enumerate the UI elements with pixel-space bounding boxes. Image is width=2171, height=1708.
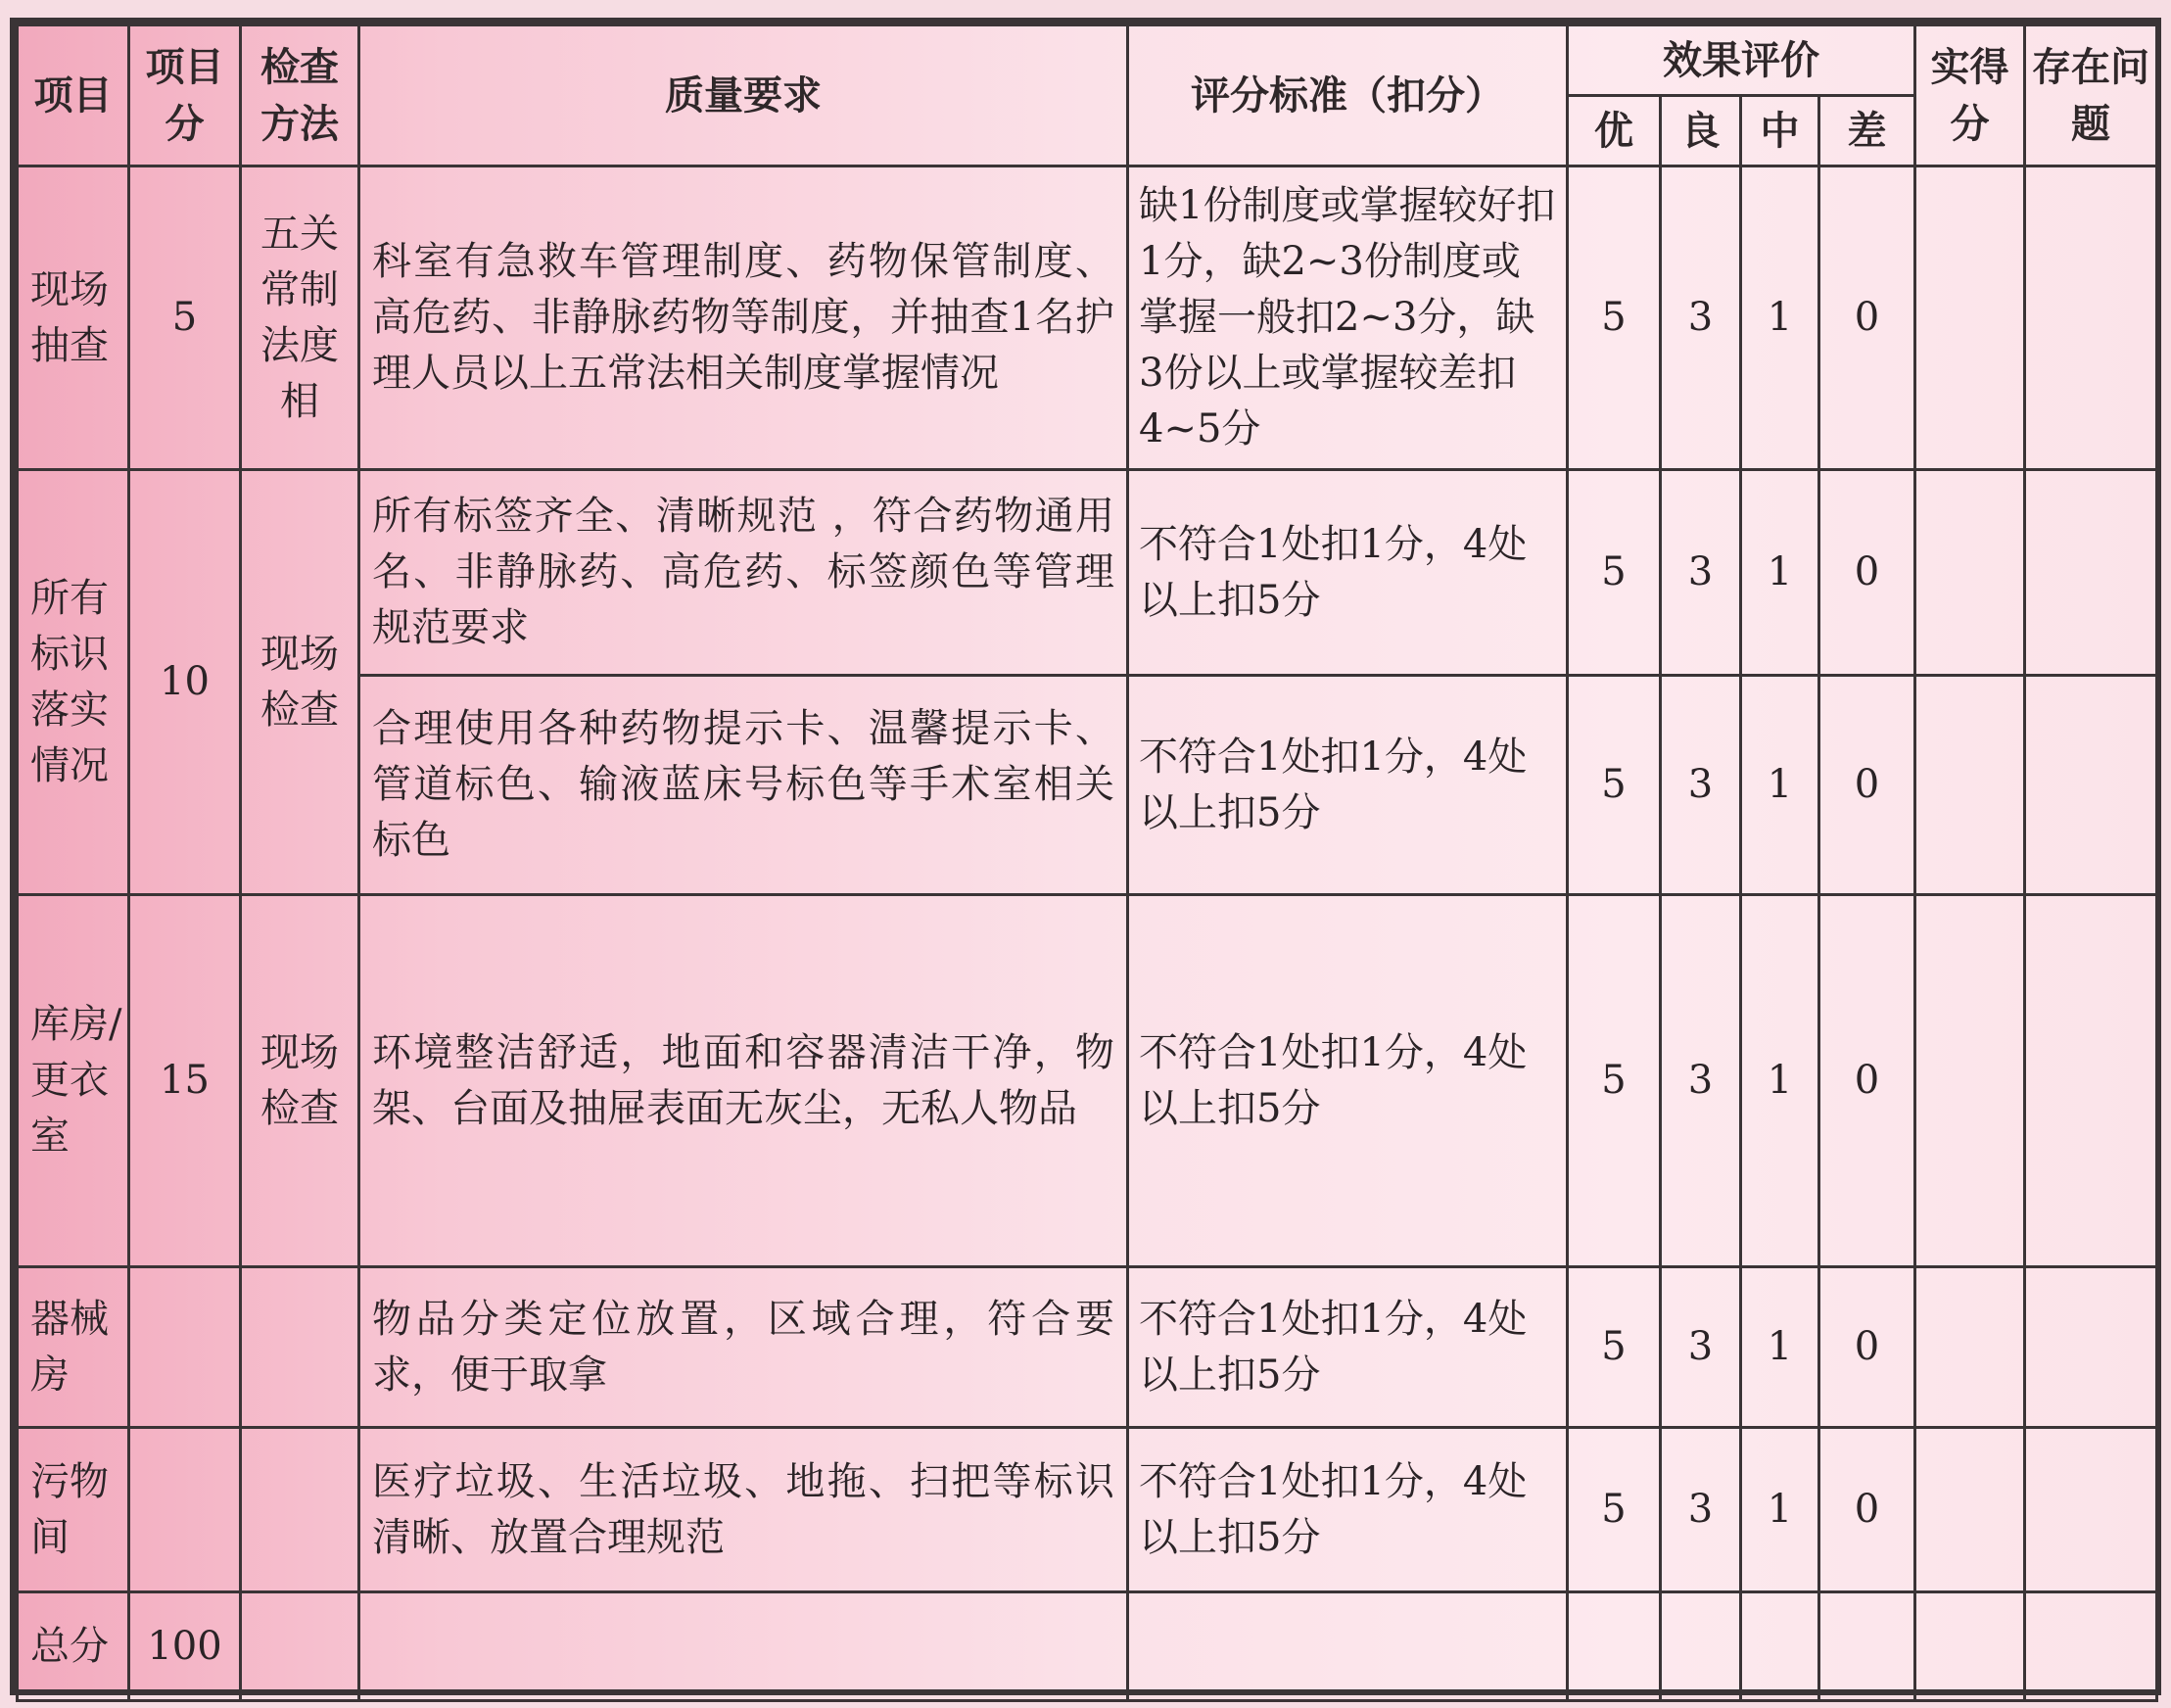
eval-poor: 0 (1819, 1267, 1915, 1428)
requirement-cell: 所有标签齐全、清晰规范 ，符合药物通用名、非静脉药、高危药、标签颜色等管理规范要求 (359, 470, 1128, 676)
empty-cell (1568, 1592, 1661, 1701)
empty-cell (2025, 1592, 2157, 1701)
score-sheet (10, 18, 2161, 1695)
eval-excellent: 5 (1568, 166, 1661, 470)
table-row (18, 1267, 2157, 1428)
requirement-cell: 医疗垃圾、生活垃圾、地拖、扫把等标识清晰、放置合理规范 (359, 1428, 1128, 1592)
total-score: 100 (129, 1592, 241, 1701)
empty-cell (241, 1592, 359, 1701)
header-requirement: 质量要求 (359, 25, 1128, 166)
eval-fair: 1 (1741, 166, 1819, 470)
eval-good: 3 (1661, 1428, 1741, 1592)
eval-poor: 0 (1819, 676, 1915, 895)
criteria-cell: 缺1份制度或掌握较好扣1分，缺2~3份制度或掌握一般扣2~3分，缺3份以上或掌握较差扣4~5分 (1128, 166, 1568, 470)
eval-good: 3 (1661, 895, 1741, 1267)
requirement-cell: 科室有急救车管理制度、药物保管制度、高危药、非静脉药物等制度，并抽查1名护理人员以上五常法相关制度掌握情况 (359, 166, 1128, 470)
item-cell: 器械房 (18, 1267, 129, 1428)
requirement-cell: 环境整洁舒适，地面和容器清洁干净，物架、台面及抽屉表面无灰尘，无私人物品 (359, 895, 1128, 1267)
actual-score-cell (1915, 676, 2025, 895)
header-poor: 差 (1819, 96, 1915, 166)
eval-excellent: 5 (1568, 1428, 1661, 1592)
eval-good: 3 (1661, 470, 1741, 676)
score-cell (129, 1267, 241, 1428)
score-cell: 10 (129, 470, 241, 895)
empty-cell (1741, 1592, 1819, 1701)
eval-fair: 1 (1741, 1428, 1819, 1592)
method-cell: 现场检查 (241, 470, 359, 895)
eval-good: 3 (1661, 166, 1741, 470)
actual-score-cell (1915, 895, 2025, 1267)
criteria-cell: 不符合1处扣1分，4处以上扣5分 (1128, 676, 1568, 895)
header-issues: 存在问题 (2025, 25, 2157, 166)
requirement-cell: 合理使用各种药物提示卡、温馨提示卡、管道标色、输液蓝床号标色等手术室相关标色 (359, 676, 1128, 895)
criteria-cell: 不符合1处扣1分，4处以上扣5分 (1128, 470, 1568, 676)
empty-cell (1819, 1592, 1915, 1701)
table-row (18, 895, 2157, 1267)
empty-cell (1915, 1592, 2025, 1701)
eval-poor: 0 (1819, 1428, 1915, 1592)
header-item: 项目 (18, 25, 129, 166)
eval-fair: 1 (1741, 1267, 1819, 1428)
total-row (18, 1592, 2157, 1701)
quality-assessment-table (16, 24, 2158, 1702)
issues-cell (2025, 1428, 2157, 1592)
eval-poor: 0 (1819, 166, 1915, 470)
eval-excellent: 5 (1568, 1267, 1661, 1428)
score-cell: 15 (129, 895, 241, 1267)
item-cell: 污物间 (18, 1428, 129, 1592)
method-cell (241, 1267, 359, 1428)
eval-excellent: 5 (1568, 676, 1661, 895)
issues-cell (2025, 166, 2157, 470)
header-good: 良 (1661, 96, 1741, 166)
eval-fair: 1 (1741, 895, 1819, 1267)
eval-poor: 0 (1819, 470, 1915, 676)
eval-poor: 0 (1819, 895, 1915, 1267)
actual-score-cell (1915, 1267, 2025, 1428)
eval-excellent: 5 (1568, 470, 1661, 676)
header-effect: 效果评价 (1568, 25, 1915, 96)
issues-cell (2025, 895, 2157, 1267)
method-cell: 五关常制法度相 (241, 166, 359, 470)
table-row (18, 1428, 2157, 1592)
header-excellent: 优 (1568, 96, 1661, 166)
eval-good: 3 (1661, 676, 1741, 895)
item-cell: 现场抽查 (18, 166, 129, 470)
item-cell: 库房/更衣室 (18, 895, 129, 1267)
empty-cell (359, 1592, 1128, 1701)
header-fair: 中 (1741, 96, 1819, 166)
eval-good: 3 (1661, 1267, 1741, 1428)
header-row-1 (18, 25, 2157, 96)
criteria-cell: 不符合1处扣1分，4处以上扣5分 (1128, 1428, 1568, 1592)
method-cell (241, 1428, 359, 1592)
header-criteria: 评分标准（扣分） (1128, 25, 1568, 166)
issues-cell (2025, 470, 2157, 676)
criteria-cell: 不符合1处扣1分，4处以上扣5分 (1128, 1267, 1568, 1428)
empty-cell (1128, 1592, 1568, 1701)
total-label: 总分 (18, 1592, 129, 1701)
requirement-cell: 物品分类定位放置，区域合理，符合要求，便于取拿 (359, 1267, 1128, 1428)
eval-fair: 1 (1741, 676, 1819, 895)
score-cell (129, 1428, 241, 1592)
eval-fair: 1 (1741, 470, 1819, 676)
actual-score-cell (1915, 470, 2025, 676)
header-actual: 实得分 (1915, 25, 2025, 166)
actual-score-cell (1915, 166, 2025, 470)
actual-score-cell (1915, 1428, 2025, 1592)
table-row (18, 166, 2157, 470)
score-cell: 5 (129, 166, 241, 470)
eval-excellent: 5 (1568, 895, 1661, 1267)
empty-cell (1661, 1592, 1741, 1701)
table-row (18, 470, 2157, 676)
header-score: 项目分 (129, 25, 241, 166)
header-method: 检查方法 (241, 25, 359, 166)
method-cell: 现场检查 (241, 895, 359, 1267)
issues-cell (2025, 1267, 2157, 1428)
item-cell: 所有标识落实情况 (18, 470, 129, 895)
criteria-cell: 不符合1处扣1分，4处以上扣5分 (1128, 895, 1568, 1267)
issues-cell (2025, 676, 2157, 895)
